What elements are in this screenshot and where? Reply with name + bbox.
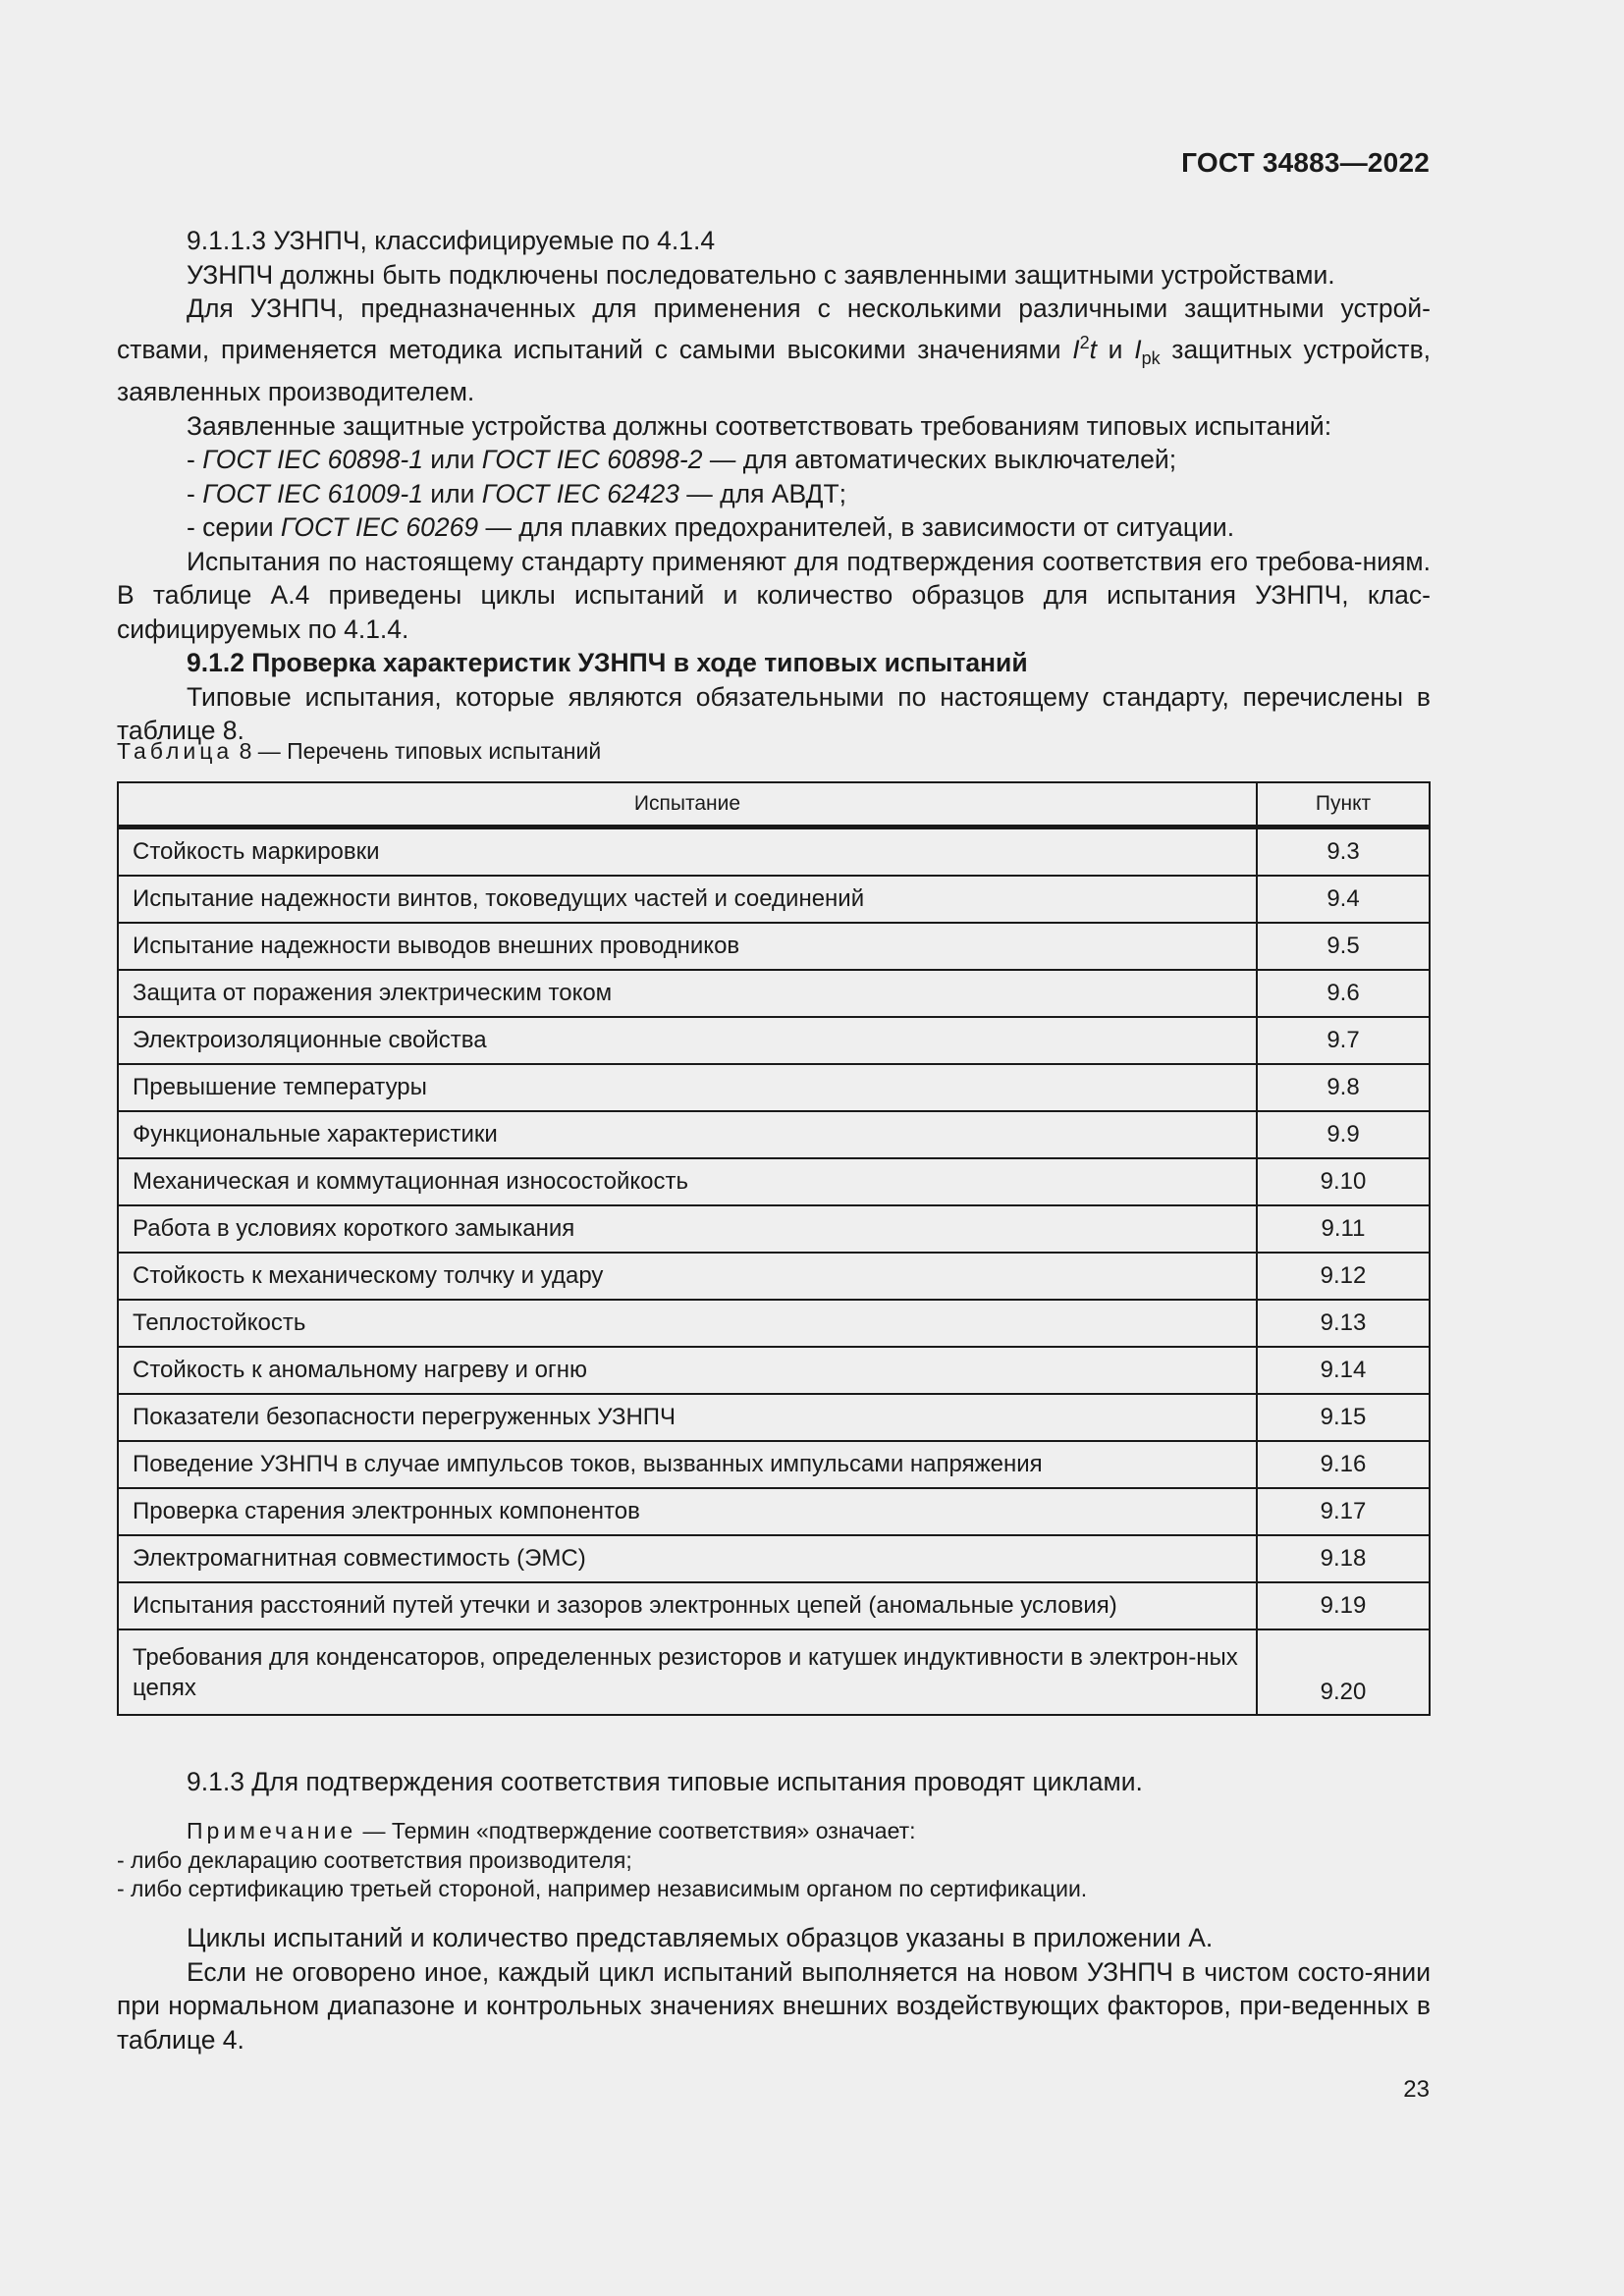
table-row: Стойкость маркировки 9.3: [118, 828, 1430, 877]
table-row: Защита от поражения электрическим током 9.6: [118, 970, 1430, 1017]
table-row: Превышение температуры 9.8: [118, 1064, 1430, 1111]
table-caption: Таблица 8 — Перечень типовых испытаний: [117, 738, 602, 764]
closing-section: [117, 1921, 1431, 2056]
paragraph: Типовые испытания, которые являются обязательными по настоящему стандарту, перечислены в таблице 8.: [117, 681, 1431, 746]
table-row: Показатели безопасности перегруженных УЗНПЧ 9.15: [118, 1394, 1430, 1441]
note-block: [117, 1817, 1088, 1904]
body-section: [117, 224, 1431, 748]
paragraph: Циклы испытаний и количество представляемых образцов указаны в приложении А.: [187, 1923, 1214, 1952]
table-row: Функциональные характеристики 9.9: [118, 1111, 1430, 1158]
table-row: Испытание надежности винтов, токоведущих частей и соединений 9.4: [118, 876, 1430, 923]
standard-header: ГОСТ 34883—2022: [1181, 147, 1430, 178]
clause-9-1-3: [117, 1765, 1431, 1799]
type-tests-table: [117, 781, 1431, 1716]
note-item: - либо декларацию соответствия производителя;: [117, 1846, 632, 1873]
table-row: Испытания расстояний путей утечки и зазоров электронных цепей (аномальные условия) 9.19: [118, 1582, 1430, 1629]
paragraph: Испытания по настоящему стандарту применяют для подтверждения соответствия его требова-ниям. В таблице А.4 приведены циклы испытаний и количество образцов для испытания УЗНПЧ, клас-сифицируемых по 4.1.4.: [117, 546, 1431, 644]
column-header-test: Испытание: [118, 782, 1257, 828]
page-number: 23: [1403, 2076, 1430, 2103]
table-row: Стойкость к аномальному нагреву и огню 9.14: [118, 1347, 1430, 1394]
table-row: Работа в условиях короткого замыкания 9.11: [118, 1205, 1430, 1253]
table-row: Поведение УЗНПЧ в случае импульсов токов, вызванных импульсами напряжения 9.16: [118, 1441, 1430, 1488]
clause-title-9-1-2: 9.1.2 Проверка характеристик УЗНПЧ в ходе типовых испытаний: [187, 648, 1028, 678]
table-row: Теплостойкость 9.13: [118, 1300, 1430, 1347]
table-row: Стойкость к механическому толчку и удару 9.12: [118, 1253, 1430, 1300]
table-row: Испытание надежности выводов внешних проводников 9.5: [118, 923, 1430, 970]
table-row: Электроизоляционные свойства 9.7: [118, 1017, 1430, 1064]
table-row: Механическая и коммутационная износостойкость 9.10: [118, 1158, 1430, 1205]
paragraph: Если не оговорено иное, каждый цикл испытаний выполняется на новом УЗНПЧ в чистом состо-янии при нормальном диапазоне и контрольных значениях внешних воздействующих факторов, при-веденных в таблице 4.: [117, 1956, 1431, 2055]
note-heading: Примечание — Термин «подтверждение соответствия» означает:: [187, 1818, 916, 1843]
column-header-clause: Пункт: [1257, 782, 1430, 828]
paragraph: Заявленные защитные устройства должны соответствовать требованиям типовых испытаний:: [187, 410, 1332, 441]
table-row: Требования для конденсаторов, определенных резисторов и катушек индуктивности в электрон-ных цепях 9.20: [118, 1629, 1430, 1715]
paragraph-formula: Для УЗНПЧ, предназначенных для применения с несколькими различными защитными устрой-ствами, применяется методика испытаний с самыми высокими значениями $I^2t$ и $I_{pk}$ защитных устройств, заявленных производителем.: [117, 294, 1432, 407]
list-item: - ГОСТ IEC 61009-1 или ГОСТ IEC 62423 — для АВДТ;: [187, 478, 847, 508]
list-item: - серии ГОСТ IEC 60269 — для плавких предохранителей, в зависимости от ситуации.: [187, 512, 1235, 543]
paragraph: 9.1.3 Для подтверждения соответствия типовые испытания проводят циклами.: [187, 1767, 1143, 1796]
note-item: - либо сертификацию третьей стороной, например независимым органом по сертификации.: [117, 1876, 1088, 1901]
table-row: Электромагнитная совместимость (ЭМС) 9.18: [118, 1535, 1430, 1582]
table-row: Проверка старения электронных компонентов 9.17: [118, 1488, 1430, 1535]
list-item: - ГОСТ IEC 60898-1 или ГОСТ IEC 60898-2 — для автоматических выключателей;: [187, 445, 1177, 475]
paragraph: УЗНПЧ должны быть подключены последовательно с заявленными защитными устройствами.: [187, 259, 1335, 290]
clause-title-9-1-1-3: 9.1.1.3 УЗНПЧ, классифицируемые по 4.1.4: [187, 226, 716, 255]
